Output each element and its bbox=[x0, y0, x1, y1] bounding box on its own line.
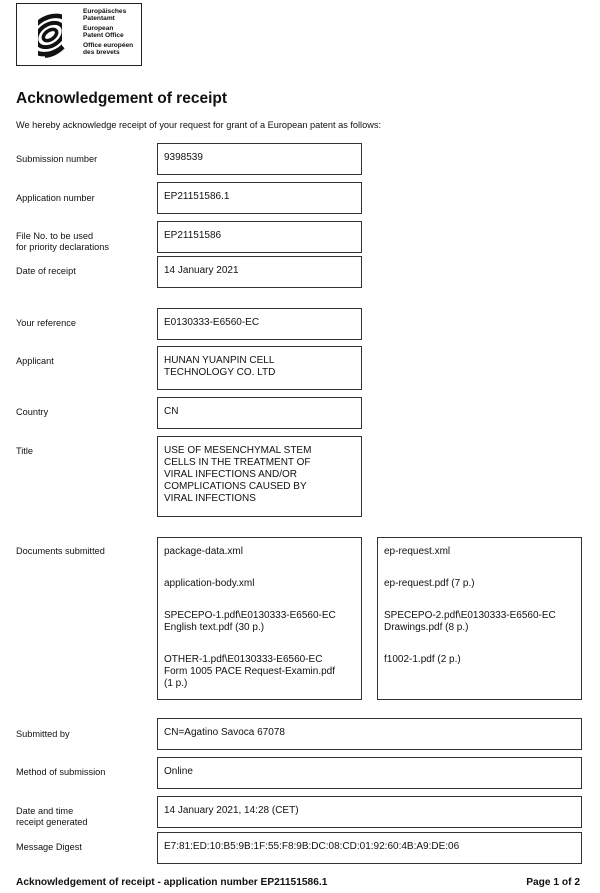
page-title: Acknowledgement of receipt bbox=[16, 90, 228, 107]
document-item: OTHER-1.pdf\E0130333-E6560-EC Form 1005 PACE Request-Examin.pdf (1 p.) bbox=[164, 654, 336, 689]
date-of-receipt-field bbox=[157, 256, 362, 288]
method-of-submission-field bbox=[157, 757, 582, 789]
message-digest-value: E7:81:ED:10:B5:9B:1F:55:F8:9B:DC:08:CD:01:92:60:4B:A9:DE:06 bbox=[164, 841, 460, 852]
country-value: CN bbox=[164, 406, 179, 417]
office-name-fr-1: Office européen bbox=[83, 41, 134, 49]
document-item: f1002-1.pdf (2 p.) bbox=[384, 654, 461, 665]
method-of-submission-label: Method of submission bbox=[16, 767, 106, 777]
receipt-datetime-value: 14 January 2021, 14:28 (CET) bbox=[164, 805, 299, 816]
title-value-line-4: COMPLICATIONS CAUSED BY bbox=[164, 481, 307, 492]
office-name bbox=[83, 8, 133, 58]
documents-right-column bbox=[377, 537, 582, 700]
document-item: SPECEPO-2.pdf\E0130333-E6560-EC Drawings.pdf (8 p.) bbox=[384, 610, 556, 633]
your-reference-label: Your reference bbox=[16, 318, 76, 328]
document-item: application-body.xml bbox=[164, 578, 255, 589]
file-no-label: File No. to be used for priority declarations bbox=[16, 231, 109, 252]
country-field bbox=[157, 397, 362, 429]
title-value-line-1: USE OF MESENCHYMAL STEM bbox=[164, 445, 312, 456]
message-digest-label: Message Digest bbox=[16, 842, 82, 852]
office-name-fr-2: des brevets bbox=[83, 49, 120, 57]
document-item: SPECEPO-1.pdf\E0130333-E6560-EC English text.pdf (30 p.) bbox=[164, 610, 336, 633]
title-value-line-3: VIRAL INFECTIONS AND/OR bbox=[164, 469, 297, 480]
office-name-de-2: Patentamt bbox=[83, 15, 115, 23]
your-reference-field bbox=[157, 308, 362, 340]
submission-number-value: 9398539 bbox=[164, 152, 203, 163]
document-item: ep-request.xml bbox=[384, 546, 451, 557]
applicant-value-line-1: HUNAN YUANPIN CELL bbox=[164, 355, 275, 366]
document-item: ep-request.pdf (7 p.) bbox=[384, 578, 475, 589]
documents-label: Documents submitted bbox=[16, 546, 105, 556]
submission-number-field bbox=[157, 143, 362, 175]
date-of-receipt-label: Date of receipt bbox=[16, 266, 76, 276]
office-name-de-1: Europäisches bbox=[83, 8, 127, 15]
document-item: package-data.xml bbox=[164, 546, 243, 557]
country-label: Country bbox=[16, 407, 49, 417]
applicant-label: Applicant bbox=[16, 356, 54, 366]
title-label: Title bbox=[16, 446, 34, 456]
file-no-field bbox=[157, 221, 362, 253]
submission-number-label: Submission number bbox=[16, 154, 98, 164]
title-field bbox=[157, 436, 362, 517]
office-name-en-1: European bbox=[83, 24, 114, 32]
application-number-label: Application number bbox=[16, 193, 95, 203]
receipt-datetime-label: Date and time receipt generated bbox=[16, 806, 88, 827]
receipt-datetime-field bbox=[157, 796, 582, 828]
documents-left-column bbox=[157, 537, 362, 700]
office-name-en-2: Patent Office bbox=[83, 32, 124, 40]
applicant-value-line-2: TECHNOLOGY CO. LTD bbox=[164, 367, 276, 378]
footer-title: Acknowledgement of receipt - application number EP21151586.1 bbox=[16, 877, 328, 888]
applicant-field bbox=[157, 346, 362, 390]
page-number: Page 1 of 2 bbox=[526, 877, 580, 888]
application-number-value: EP21151586.1 bbox=[164, 191, 230, 202]
epo-logo bbox=[16, 3, 142, 66]
your-reference-value: E0130333-E6560-EC bbox=[164, 317, 260, 328]
file-no-value: EP21151586 bbox=[164, 230, 222, 241]
title-value-line-2: CELLS IN THE TREATMENT OF bbox=[164, 457, 311, 468]
date-of-receipt-value: 14 January 2021 bbox=[164, 265, 239, 276]
epo-logo-icon bbox=[24, 9, 76, 61]
submitted-by-label: Submitted by bbox=[16, 729, 70, 739]
intro-text: We hereby acknowledge receipt of your request for grant of a European patent as follows: bbox=[16, 120, 381, 130]
message-digest-field bbox=[157, 832, 582, 864]
submitted-by-field bbox=[157, 718, 582, 750]
method-of-submission-value: Online bbox=[164, 766, 193, 777]
title-value-line-5: VIRAL INFECTIONS bbox=[164, 493, 256, 504]
application-number-field bbox=[157, 182, 362, 214]
submitted-by-value: CN=Agatino Savoca 67078 bbox=[164, 727, 285, 738]
